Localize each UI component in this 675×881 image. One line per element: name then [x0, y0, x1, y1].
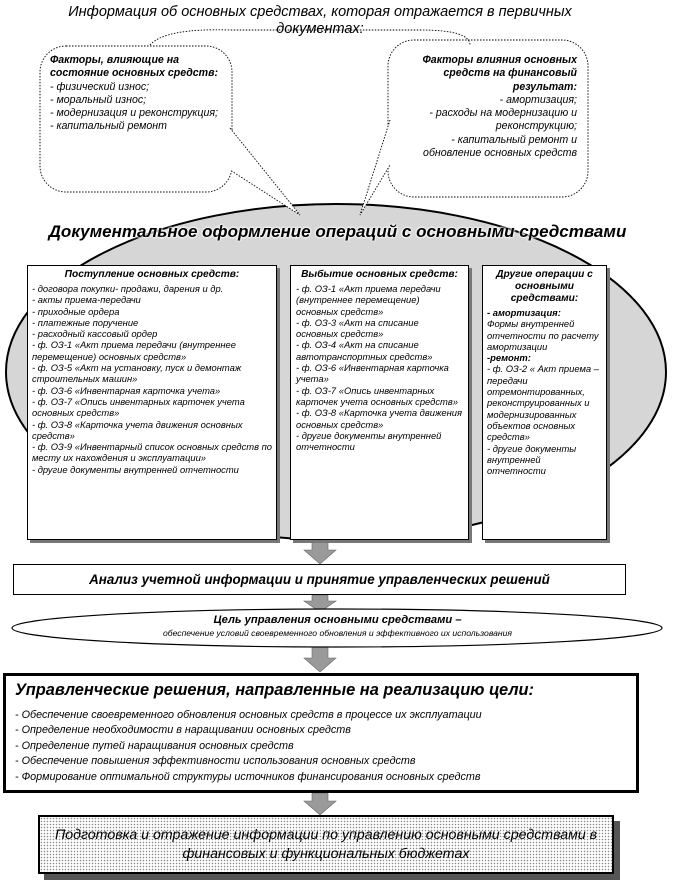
goal-title: Цель управления основными средствами –: [213, 614, 462, 626]
left-bubble-content: [50, 54, 235, 134]
other-ops-heading: Другие операции с основными средствами:: [496, 269, 593, 304]
arrow-1: [304, 540, 336, 564]
right-bubble-pointer: [360, 120, 390, 215]
list-item: - ф. ОЗ-2 « Акт приема – передачи отремонтированных, реконструированных и модернизированных объектов основных средств»: [487, 363, 599, 443]
top-title: Информация об основных средствах, которая отражается в первичных документах:: [68, 4, 572, 37]
left-bubble-pointer: [230, 128, 300, 215]
list-item: - ф. ОЗ-4 «Акт на списание автотранспортных средств»: [296, 339, 433, 362]
list-item: - Обеспечение повышения эффективности использования основных средств: [15, 755, 416, 768]
disposal-list: [296, 283, 463, 452]
list-item: - другие документы внутренней отчетности: [296, 429, 442, 453]
list-item: - ф. ОЗ-1 «Акт приема передачи (внутреннее перемещение) основных средств»: [32, 339, 236, 362]
arrow-3: [304, 646, 336, 672]
left-bubble-heading: Факторы, влияющие на состояние основных средств:: [50, 54, 219, 80]
arrow-4: [304, 793, 336, 815]
left-bubble-item: - физический износ;: [50, 80, 150, 93]
right-bubble-content: [395, 54, 577, 160]
list-item: - другие документы внутренней отчетности: [487, 442, 577, 477]
list-item: - приходные ордера: [32, 305, 120, 317]
receipt-column: [27, 265, 277, 540]
report-text: Подготовка и отражение информации по управлению основными средствами в финансовых и функциональных бюджетах: [54, 827, 598, 862]
list-item: - ф. ОЗ-8 «Карточка учета движения основных средств»: [296, 407, 463, 430]
report-box: [38, 815, 614, 874]
left-bubble-item: - капитальный ремонт: [50, 120, 167, 133]
decisions-list: [15, 708, 627, 785]
list-item: - ф. ОЗ-3 «Акт на списание основных средств»: [296, 316, 419, 340]
repair-label: -ремонт:: [487, 352, 531, 364]
list-item: - Определение путей наращивания основных средств: [15, 739, 294, 752]
right-bubble-item: - амортизация;: [499, 93, 577, 106]
list-item: - Определение необходимости в наращивании основных средств: [15, 724, 351, 737]
list-item: - ф. ОЗ-1 «Акт приема передачи (внутреннее перемещение) основных средств»: [296, 283, 441, 317]
list-item: - ф. ОЗ-6 «Инвентарная карточка учета»: [296, 362, 449, 385]
list-item: - ф. ОЗ-5 «Акт на установку, пуск и демонтаж строительных машин»: [32, 362, 242, 385]
list-item: - акты приема-передачи: [32, 294, 141, 306]
amortization-label: - амортизация:: [487, 307, 561, 318]
list-item: - ф. ОЗ-7 «Опись инвентарных карточек учета основных средств»: [296, 384, 458, 407]
left-bubble-item: - моральный износ;: [50, 93, 147, 106]
list-item: - другие документы внутренней отчетности: [32, 463, 239, 475]
repair-list: [487, 363, 602, 476]
doc-title: Документальное оформление операций с основными средствами: [48, 222, 627, 241]
list-item: - договора покупки- продажи, дарения и др.: [32, 283, 224, 294]
analysis-box: Анализ учетной информации и принятие управленческих решений: [13, 564, 626, 595]
list-item: - платежные поручение: [32, 316, 139, 328]
left-bubble-item: - модернизация и реконструкция;: [50, 107, 218, 120]
disposal-heading: Выбытие основных средств:: [301, 269, 458, 280]
decisions-box: [3, 673, 639, 793]
other-ops-column: [482, 265, 607, 540]
list-item: - Обеспечение своевременного обновления основных средств в процессе их эксплуатации: [15, 709, 482, 721]
right-bubble-heading: Факторы влияния основных средств на финансовый результат:: [422, 54, 577, 93]
amortization-text: Формы внутренней отчетности по расчету амортизации: [487, 318, 599, 352]
receipt-list: [32, 283, 272, 475]
right-bubble-item: - капитальный ремонт и обновление основных средств: [423, 133, 577, 160]
list-item: - ф. ОЗ-6 «Инвентарная карточка учета»: [32, 384, 221, 396]
goal-subtitle: обеспечение условий своевременного обновления и эффективного их использования: [162, 628, 513, 638]
list-item: - ф. ОЗ-9 «Инвентарный список основных средств по месту их нахождения и эксплуатации»: [32, 441, 272, 464]
decisions-title: Управленческие решения, направленные на реализацию цели:: [15, 681, 534, 699]
list-item: - Формирование оптимальной структуры источников финансирования основных средств: [15, 770, 481, 783]
receipt-heading: Поступление основных средств:: [64, 269, 240, 280]
list-item: - ф. ОЗ-8 «Карточка учета движения основных средств»: [32, 418, 243, 441]
right-bubble-item: - расходы на модернизацию и реконструкцию;: [429, 107, 577, 133]
list-item: - расходный кассовый ордер: [32, 328, 158, 340]
list-item: - ф. ОЗ-7 «Опись инвентарных карточек учета основных средств»: [32, 395, 245, 419]
disposal-column: [290, 265, 469, 540]
